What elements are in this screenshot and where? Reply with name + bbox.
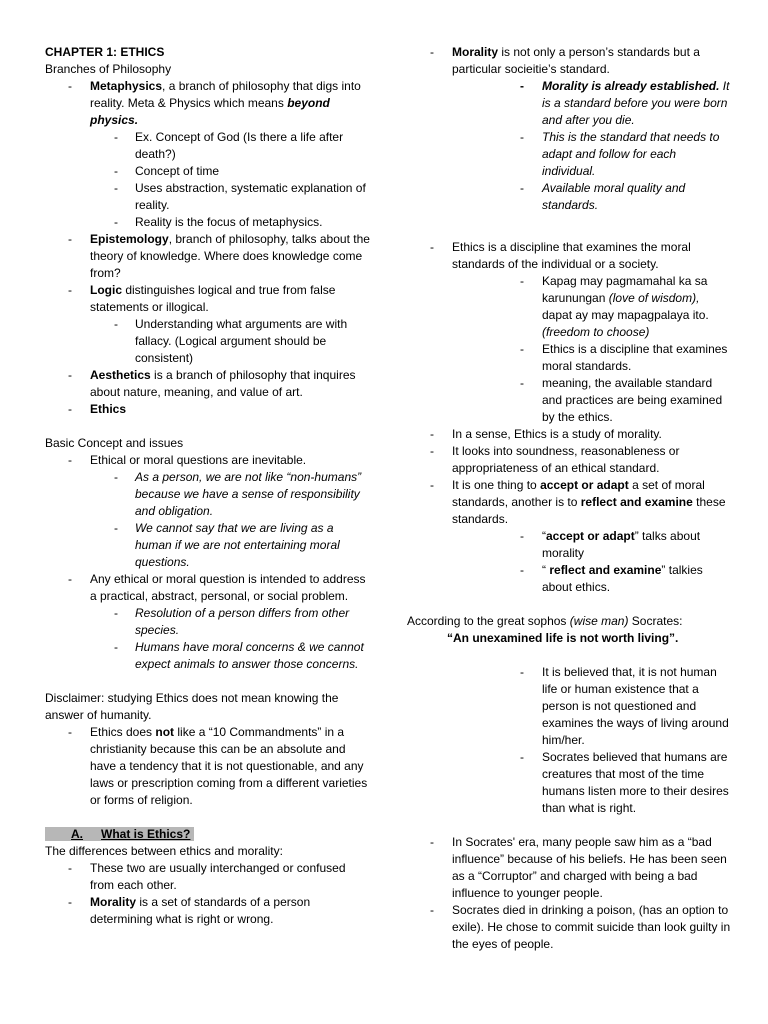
list-item-epistemology: - Epistemology, branch of philosophy, talks about the theory of knowledge. Where does knowledge come from?	[45, 231, 370, 282]
list-item: - Socrates died in drinking a poison, (has an option to exile). He chose to commit suicide than look guilty in the eyes of people.	[407, 902, 732, 953]
list-item: - As a person, we are not like “non-humans” because we have a sense of responsibility and obligation.	[45, 469, 370, 520]
list-item: - Available moral quality and standards.	[407, 180, 732, 214]
list-item: - meaning, the available standard and practices are being examined by the ethics.	[407, 375, 732, 426]
list-item: - This is the standard that needs to adapt and follow for each individual.	[407, 129, 732, 180]
list-item: - “ reflect and examine” talkies about ethics.	[407, 562, 732, 596]
list-item-logic: - Logic distinguishes logical and true from false statements or illogical.	[45, 282, 370, 316]
list-item-morality-society: - Morality is not only a person’s standards but a particular socieitie’s standard.	[407, 44, 732, 78]
list-item: - In Socrates' era, many people saw him as a “bad influence” because of his beliefs. He has been seen as a “Corruptor” and charged with being a bad influence to younger people.	[407, 834, 732, 902]
branches-heading: Branches of Philosophy	[45, 62, 172, 76]
differences-intro: The differences between ethics and morality:	[45, 844, 283, 858]
list-item-commandments: - Ethics does not like a “10 Commandments” in a christianity because this can be an absolute and have a tendency that it is not questionable, and any laws or prescription coming from a different varieties or forms of religion.	[45, 724, 370, 809]
list-item: - Ethics is a discipline that examines moral standards.	[407, 341, 732, 375]
list-item: - Ethics is a discipline that examines the moral standards of the individual or a society.	[407, 239, 732, 273]
list-item: - It looks into soundness, reasonableness or appropriateness of an ethical standard.	[407, 443, 732, 477]
list-item: - We cannot say that we are living as a human if we are not entertaining moral questions.	[45, 520, 370, 571]
basic-concept-heading: Basic Concept and issues	[45, 436, 184, 450]
list-item-one-thing: - It is one thing to accept or adapt a set of moral standards, another is to reflect and examine these standards.	[407, 477, 732, 528]
list-item-metaphysics: - Metaphysics, a branch of philosophy that digs into reality. Meta & Physics which means beyond physics.	[45, 78, 370, 129]
list-item: - Uses abstraction, systematic explanation of reality.	[45, 180, 370, 214]
list-item: - These two are usually interchanged or confused from each other.	[45, 860, 370, 894]
list-item: - It is believed that, it is not human life or human existence that a person is not questioned and examines the ways of living around him/her.	[407, 664, 732, 749]
list-item: - Understanding what arguments are with fallacy. (Logical argument should be consistent)	[45, 316, 370, 367]
socrates-quote: “An unexamined life is not worth living”.	[447, 631, 679, 645]
list-item: - Humans have moral concerns & we cannot expect animals to answer those concerns.	[45, 639, 370, 673]
list-item-kapag: - Kapag may pagmamahal ka sa karunungan (love of wisdom), dapat ay may mapagpalaya ito. (freedom to choose)	[407, 273, 732, 341]
list-item: - Ex. Concept of God (Is there a life after death?)	[45, 129, 370, 163]
list-item-ethics: - Ethics	[45, 401, 370, 418]
list-item-morality-definition: - Morality is a set of standards of a person determining what is right or wrong.	[45, 894, 370, 928]
list-item: - Ethical or moral questions are inevitable.	[45, 452, 370, 469]
list-item: - Any ethical or moral question is intended to address a practical, abstract, personal, or social problem.	[45, 571, 370, 605]
chapter-title: CHAPTER 1: ETHICS	[45, 45, 165, 59]
section-heading-what-is-ethics: A. What is Ethics?	[45, 826, 370, 843]
list-item: - Morality is already established. It is a standard before you were born and after you die.	[407, 78, 732, 129]
right-column	[407, 44, 732, 953]
list-item: - Resolution of a person differs from other species.	[45, 605, 370, 639]
list-item: - Socrates believed that humans are creatures that most of the time humans listen more to their desires than what is right.	[407, 749, 732, 817]
list-item: - In a sense, Ethics is a study of morality.	[407, 426, 732, 443]
list-item-aesthetics: - Aesthetics is a branch of philosophy that inquires about nature, meaning, and value of art.	[45, 367, 370, 401]
disclaimer: Disclaimer: studying Ethics does not mean knowing the answer of humanity.	[45, 691, 339, 722]
sophos-intro: According to the great sophos (wise man) Socrates:	[407, 614, 683, 628]
list-item: - Concept of time	[45, 163, 370, 180]
list-item: - Reality is the focus of metaphysics.	[45, 214, 370, 231]
list-item: - “accept or adapt” talks about morality	[407, 528, 732, 562]
left-column	[45, 44, 370, 928]
